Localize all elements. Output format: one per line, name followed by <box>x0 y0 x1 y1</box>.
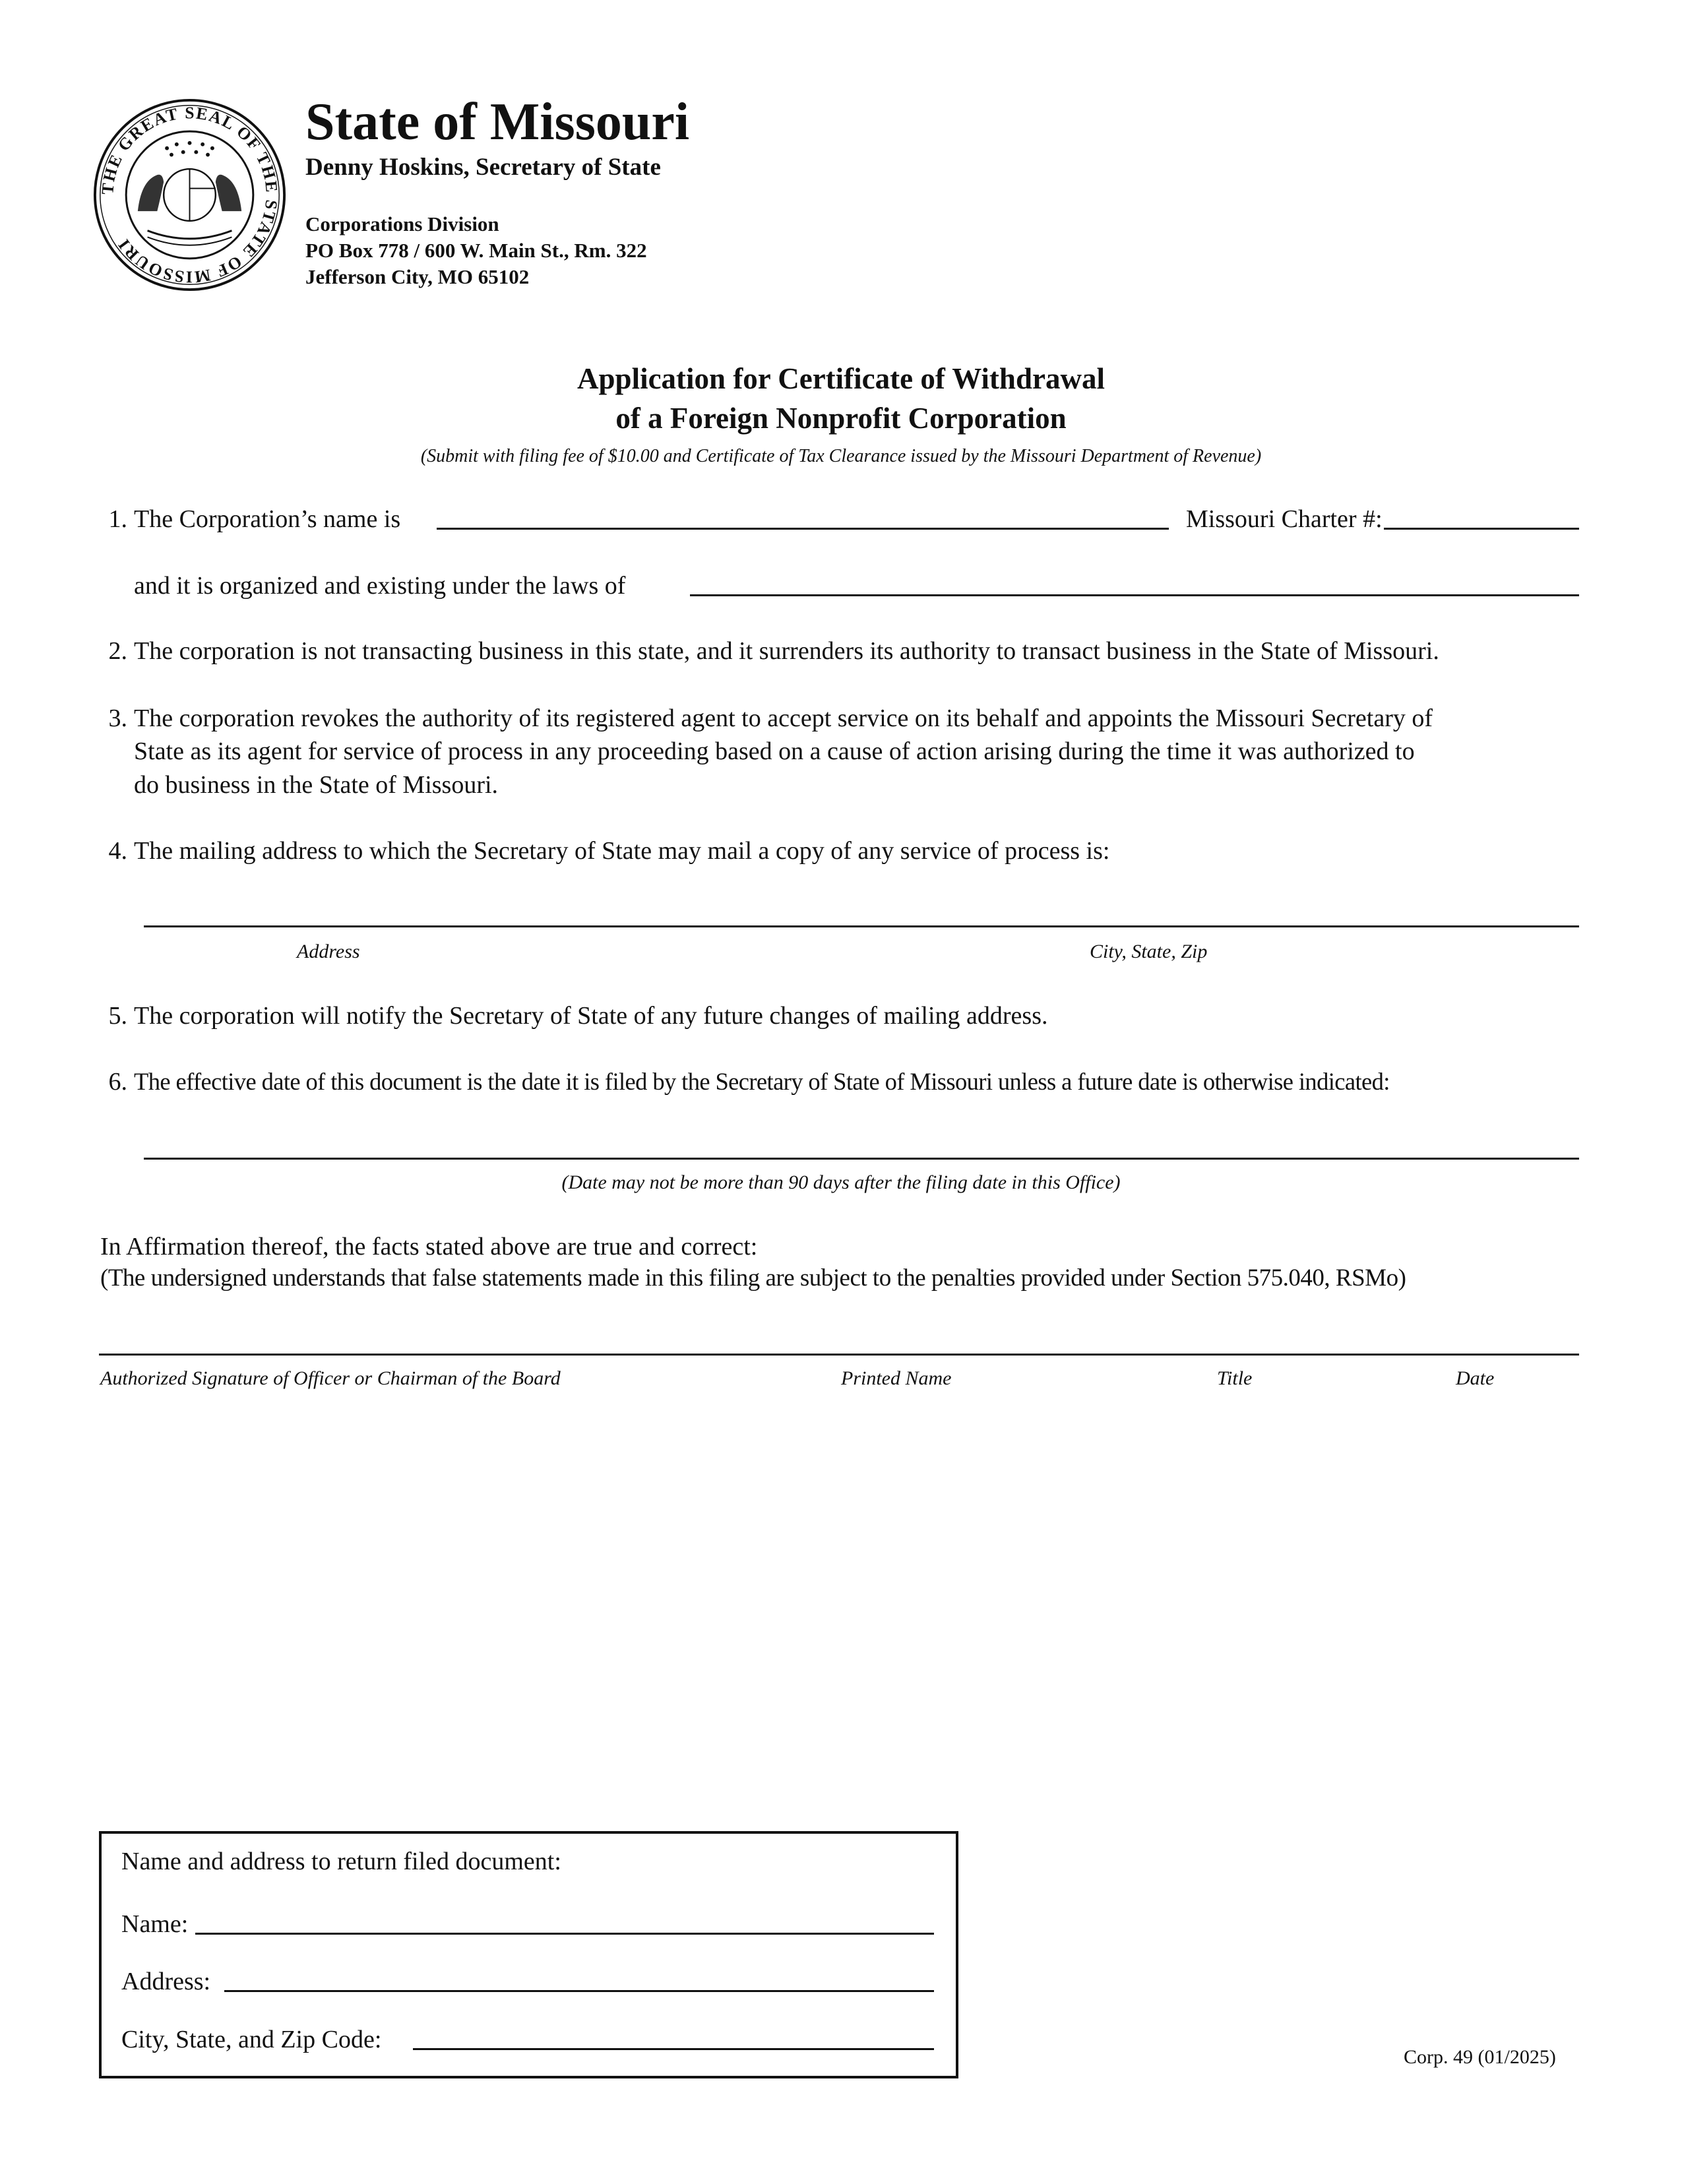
form-code: Corp. 49 (01/2025) <box>1404 2046 1556 2068</box>
item5-text: The corporation will notify the Secretary of State of any future changes of mailing address. <box>134 1002 1048 1030</box>
date-caption: Date <box>1456 1367 1495 1389</box>
state-title: State of Missouri <box>305 93 690 151</box>
return-address-label: Address: <box>121 1968 211 1995</box>
item1-text: The Corporation’s name is <box>134 505 401 533</box>
item6-text: The effective date of this document is the date it is filed by the Secretary of State of Missouri unless a future date is otherwise indicated: <box>134 1068 1390 1095</box>
city-state-zip-caption: City, State, Zip <box>1090 941 1208 962</box>
affirmation-statement: In Affirmation thereof, the facts stated above are true and correct: <box>100 1233 758 1261</box>
item5-number: 5. <box>108 1002 127 1030</box>
signature-line-field[interactable] <box>99 1354 1579 1356</box>
item1-number: 1. <box>108 505 127 533</box>
city-address: Jefferson City, MO 65102 <box>305 265 530 288</box>
item3-line2: State as its agent for service of process in any proceeding based on a cause of action arising during the time it was authorized to <box>134 737 1415 765</box>
return-name-label: Name: <box>121 1910 189 1938</box>
missouri-state-seal <box>92 98 287 292</box>
return-box-heading: Name and address to return filed document: <box>121 1848 561 1875</box>
division-name: Corporations Division <box>305 212 499 235</box>
form-subtitle: (Submit with filing fee of $10.00 and Certificate of Tax Clearance issued by the Missouri Department of Revenue) <box>420 446 1262 466</box>
signature-caption: Authorized Signature of Officer or Chairman of the Board <box>100 1367 561 1389</box>
return-address-box <box>99 1831 958 2078</box>
form-title-line1: Application for Certificate of Withdrawal <box>577 362 1105 395</box>
item4-text: The mailing address to which the Secretary of State may mail a copy of any service of process is: <box>134 837 1110 865</box>
seal-ring-text: THE GREAT SEAL OF THE STATE OF MISSOURI <box>98 103 282 287</box>
po-box-address: PO Box 778 / 600 W. Main St., Rm. 322 <box>305 239 647 262</box>
mailing-address-field[interactable] <box>144 925 1579 927</box>
date-note: (Date may not be more than 90 days after the filing date in this Office) <box>561 1171 1121 1193</box>
item6-number: 6. <box>108 1068 127 1096</box>
return-city-field[interactable] <box>413 2048 934 2050</box>
return-name-field[interactable] <box>195 1933 934 1935</box>
item2-text: The corporation is not transacting business in this state, and it surrenders its authority to transact business in the State of Missouri. <box>134 637 1439 665</box>
form-title-line2: of a Foreign Nonprofit Corporation <box>615 402 1067 435</box>
item4-number: 4. <box>108 837 127 865</box>
return-city-label: City, State, and Zip Code: <box>121 2026 382 2053</box>
charter-number-label: Missouri Charter #: <box>1186 505 1383 533</box>
title-caption: Title <box>1217 1367 1253 1389</box>
address-caption: Address <box>297 941 360 962</box>
item2-number: 2. <box>108 637 127 665</box>
effective-date-field[interactable] <box>144 1158 1579 1160</box>
item3-number: 3. <box>108 704 127 732</box>
item3-line1: The corporation revokes the authority of its registered agent to accept service on its behalf and appoints the Missouri Secretary of <box>134 704 1433 732</box>
jurisdiction-field[interactable] <box>690 594 1579 596</box>
return-address-field[interactable] <box>224 1990 934 1992</box>
item3-line3: do business in the State of Missouri. <box>134 771 499 799</box>
secretary-of-state: Denny Hoskins, Secretary of State <box>305 154 661 181</box>
item1-laws-text: and it is organized and existing under the laws of <box>134 572 626 600</box>
corporation-name-field[interactable] <box>437 528 1169 530</box>
charter-number-field[interactable] <box>1384 528 1579 530</box>
printed-name-caption: Printed Name <box>841 1367 952 1389</box>
penalty-statement: (The undersigned understands that false statements made in this filing are subject to the penalties provided under Section 575.040, RSMo) <box>100 1264 1406 1292</box>
